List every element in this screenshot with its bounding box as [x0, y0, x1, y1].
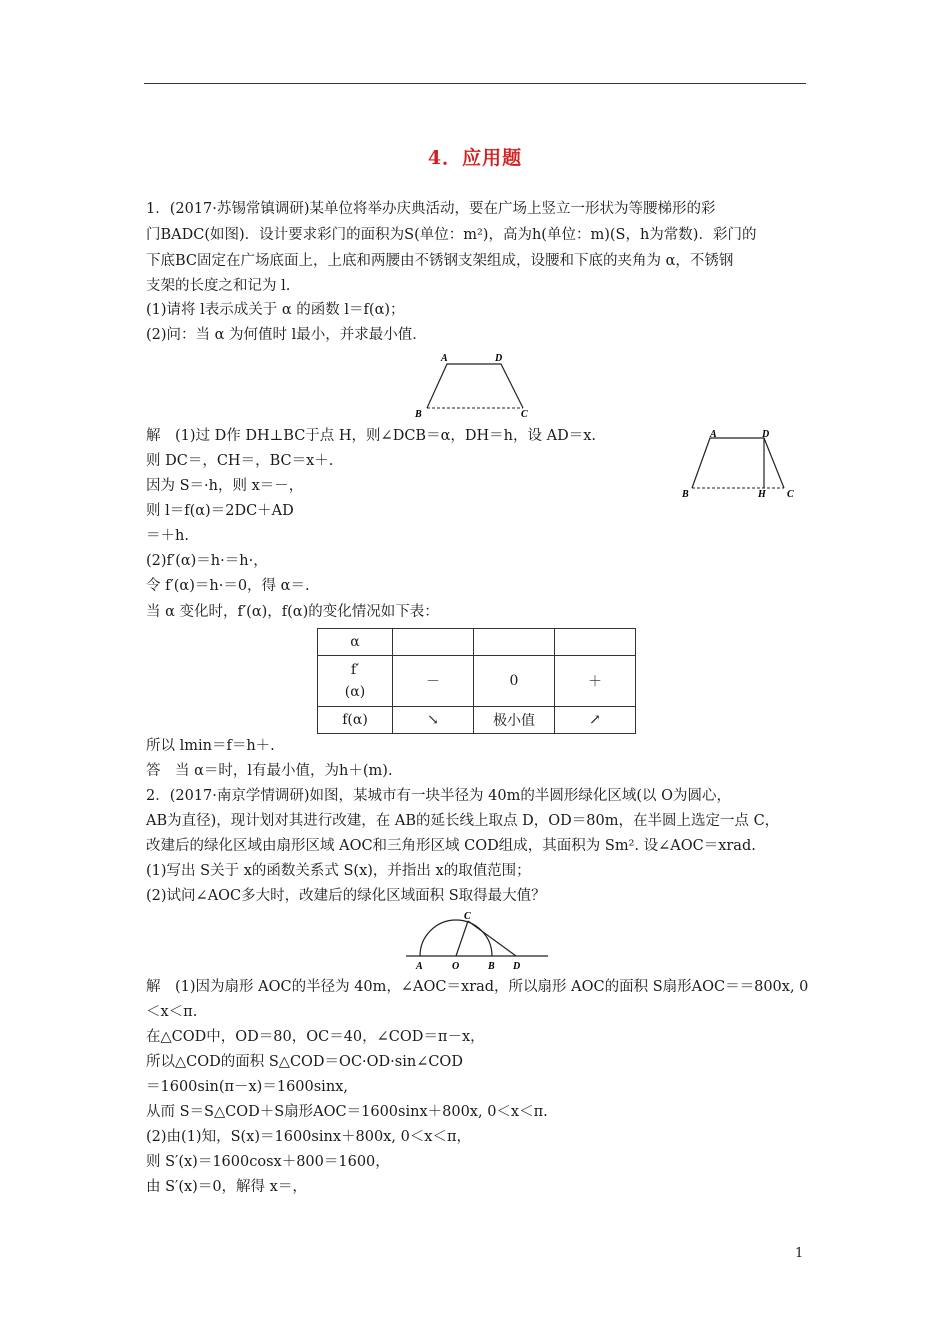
label-d: D	[513, 961, 521, 972]
table-cell: 0	[474, 656, 555, 707]
label-c: C	[787, 489, 794, 500]
solution1-line: ＝＋h.	[146, 528, 189, 544]
problem2-line: 2．(2017·南京学情调研)如图，某城市有一块半径为 40m的半圆形绿化区域(以 O为圆心，	[146, 788, 732, 804]
solution1-line: 当 α 变化时，f′(α)，f(α)的变化情况如下表：	[146, 604, 439, 620]
solution2-line: ＝1600sin(π－x)＝1600sinx,	[146, 1079, 348, 1095]
label-o: O	[452, 961, 460, 972]
solution2-line: (2)由(1)知，S(x)＝1600sinx＋800x, 0＜x＜π，	[146, 1129, 472, 1145]
label-b: B	[682, 489, 689, 500]
trapezoid-outline	[427, 364, 523, 408]
label-c: C	[464, 911, 471, 922]
solution2-line: 在△COD中，OD＝80，OC＝40，∠COD＝π－x，	[146, 1029, 485, 1045]
header-rule	[144, 83, 806, 84]
solution1-line: 答 当 α＝时，l有最小值，为h＋(m).	[146, 763, 393, 779]
solution1-line: (2)f′(α)＝h·＝h·，	[146, 553, 268, 569]
segment-oc	[456, 921, 468, 956]
solution2-line: 所以△COD的面积 S△COD＝OC·OD·sin∠COD	[146, 1054, 463, 1070]
table-cell	[393, 629, 474, 656]
problem1-line: 支架的长度之和记为 l.	[146, 278, 291, 294]
solution1-line: 则 DC＝，CH＝，BC＝x＋.	[146, 453, 334, 469]
trapezoid-figure	[405, 350, 545, 426]
solution1-line: 所以 lmin＝f＝h＋.	[146, 738, 275, 754]
table-cell: f(α)	[318, 707, 393, 734]
solution1-line: 因为 S＝·h，则 x＝－，	[146, 478, 304, 494]
solution2-line: 由 S′(x)＝0，解得 x＝，	[146, 1179, 307, 1195]
table-cell: 极小值	[474, 707, 555, 734]
semicircle-figure	[404, 908, 550, 976]
solution2-line: ＜x＜π.	[146, 1004, 198, 1020]
variation-table	[317, 628, 636, 734]
label-b: B	[488, 961, 495, 972]
table-row	[318, 629, 636, 656]
label-a: A	[710, 429, 717, 440]
table-cell	[474, 629, 555, 656]
problem1-line: (2)问：当 α 为何值时 l最小，并求最小值．	[146, 327, 427, 343]
label-a: A	[441, 353, 448, 364]
table-cell: α	[318, 629, 393, 656]
table-cell: ↘	[393, 707, 474, 734]
problem2-line: (2)试问∠AOC多大时，改建后的绿化区域面积 S取得最大值？	[146, 888, 546, 904]
label-b: B	[415, 409, 422, 420]
problem1-line: (1)请将 l表示成关于 α 的函数 l＝f(α)；	[146, 302, 405, 318]
page-number: 1	[795, 1246, 804, 1261]
trapezoid-outline	[692, 438, 784, 488]
table-cell: －	[393, 656, 474, 707]
table-row	[318, 656, 636, 707]
solution1-line: 解 (1)过 D作 DH⊥BC于点 H，则∠DCB＝α，DH＝h，设 AD＝x.	[146, 428, 596, 444]
problem2-line: 改建后的绿化区域由扇形区域 AOC和三角形区域 COD组成，其面积为 Sm². 设∠AOC＝xrad.	[146, 838, 756, 854]
solution1-line: 令 f′(α)＝h·＝0，得 α＝.	[146, 578, 310, 594]
solution2-line: 解 (1)因为扇形 AOC的半径为 40m，∠AOC＝xrad，所以扇形 AOC的面积 S扇形AOC＝＝800x, 0	[146, 979, 809, 995]
solution2-line: 则 S′(x)＝1600cosx＋800＝1600，	[146, 1154, 390, 1170]
solution2-line: 从而 S＝S△COD＋S扇形AOC＝1600sinx＋800x, 0＜x＜π.	[146, 1104, 548, 1120]
label-d: D	[762, 429, 770, 440]
table-cell: f′ (α)	[318, 656, 393, 707]
problem1-line: 1．(2017·苏锡常镇调研)某单位将举办庆典活动，要在广场上竖立一形状为等腰梯形的彩	[146, 201, 716, 217]
solution1-line: 则 l＝f(α)＝2DC＋AD	[146, 503, 294, 519]
problem1-line: 下底BC固定在广场底面上，上底和两腰由不锈钢支架组成，设腰和下底的夹角为 α，不锈钢	[146, 253, 734, 269]
table-row	[318, 707, 636, 734]
label-d: D	[495, 353, 503, 364]
table-cell	[555, 629, 636, 656]
semicircle-arc	[420, 920, 492, 956]
problem1-line: 门BADC(如图)．设计要求彩门的面积为S(单位：m²)，高为h(单位：m)(S，h为常数)．彩门的	[146, 227, 757, 243]
table-cell: ↗	[555, 707, 636, 734]
trapezoid-height-figure	[680, 424, 810, 508]
table-cell: ＋	[555, 656, 636, 707]
label-a: A	[416, 961, 423, 972]
problem2-line: (1)写出 S关于 x的函数关系式 S(x)，并指出 x的取值范围；	[146, 863, 531, 879]
label-h: H	[758, 489, 766, 500]
label-c: C	[521, 409, 528, 420]
page-title: 4．应用题	[427, 147, 523, 169]
problem2-line: AB为直径)，现计划对其进行改建，在 AB的延长线上取点 D，OD＝80m，在半圆上选定一点 C，	[146, 813, 780, 829]
